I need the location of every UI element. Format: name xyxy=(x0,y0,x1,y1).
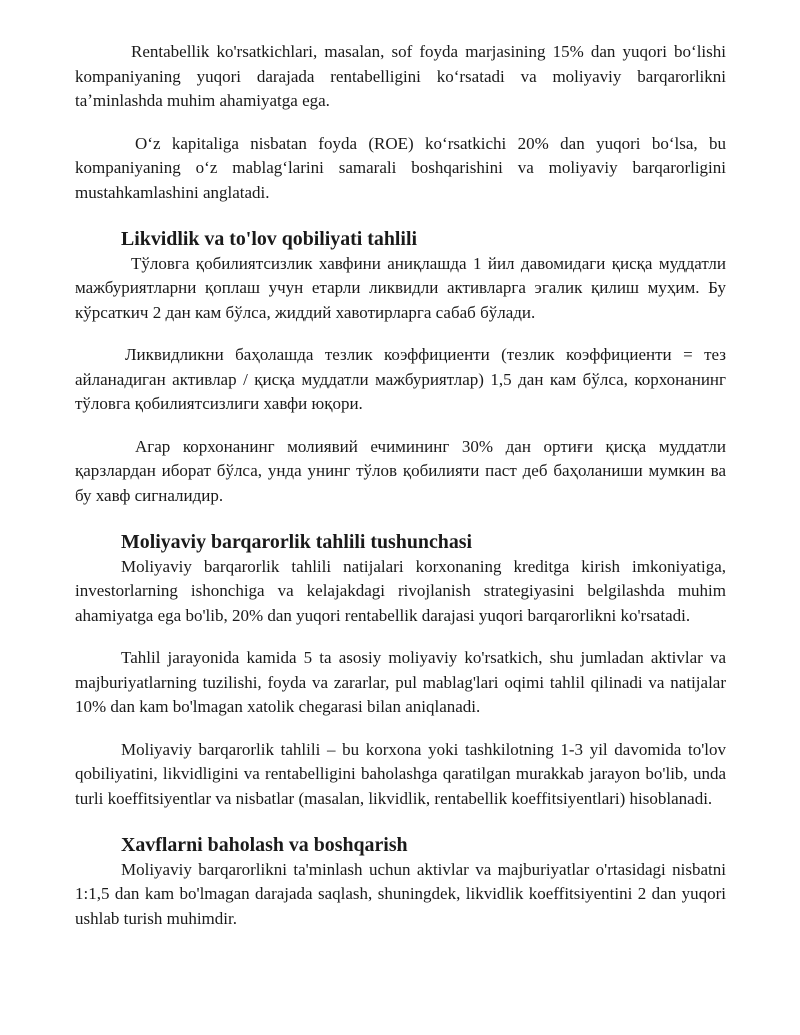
paragraph-short-term-debt: Агар корхонанинг молиявий ечимининг 30% дан ортиғи қисқа муддатли қарзлардан иборат бўлса, унда унинг тўлов қобилияти паст деб баҳоланиши мумкин ва бу хавф сигналидир. xyxy=(75,436,726,505)
paragraph-quick-ratio: Ликвидликни баҳолашда тезлик коэффициенти (тезлик коэффициенти = тез айланадиган активлар / қисқа муддатли мажбуриятлар) 1,5 дан кам бўлса, корхонанинг тўловга қобилиятсизлиги хавфи юқори. xyxy=(75,345,726,413)
paragraph-analysis-results: Moliyaviy barqarorlik tahlili natijalari korxonaning kreditga kirish imkoniyatiga, investorlarning ishonchiga va kelajakdagi rivojlanish strategiyasini belgilashda muhim ahamiyatga ega bo'lib, 20% dan yuqori rentabellik darajasi yuqori barqarorlikni ko'rsatadi. xyxy=(75,556,726,625)
paragraph-roe: Oʻz kapitaliga nisbatan foyda (ROE) koʻrsatkichi 20% dan yuqori boʻlsa, bu kompaniyaning oʻz mablagʻlarini samarali boshqarishini va moliyaviy barqarorligini mustahkamlashini anglatadi. xyxy=(75,133,726,202)
heading-risk-management: Xavflarni baholash va boshqarish xyxy=(121,834,408,856)
heading-stability-concept: Moliyaviy barqarorlik tahlili tushunchasi xyxy=(121,531,473,553)
paragraph-ratio-maintenance: Moliyaviy barqarorlikni ta'minlash uchun aktivlar va majburiyatlar o'rtasidagi nisbatni 1:1,5 dan kam bo'lmagan darajada saqlash, shuningdek, likvidlik koeffitsiyentini 2 dan yuqori ushlab turish muhimdir. xyxy=(75,859,726,928)
paragraph-analysis-process: Tahlil jarayonida kamida 5 ta asosiy moliyaviy ko'rsatkich, shu jumladan aktivlar va majburiyatlarning tuzilishi, foyda va zararlar, pul mablag'lari oqimi tahlil qilinadi va natijalar 10% dan kam bo'lmagan xatolik chegarasi bilan aniqlanadi. xyxy=(75,648,726,716)
heading-liquidity: Likvidlik va to'lov qobiliyati tahlili xyxy=(121,228,417,250)
paragraph-insolvency-risk: Тўловга қобилиятсизлик хавфини аниқлашда 1 йил давомидаги қисқа муддатли мажбуриятларни қоплаш учун етарли ликвидли активларга эгалик қилиш муҳим. Бу кўрсаткич 2 дан кам бўлса, жиддий хавотирларга сабаб бўлади. xyxy=(75,253,726,322)
paragraph-stability-definition: Moliyaviy barqarorlik tahlili – bu korxona yoki tashkilotning 1-3 yil davomida to'lov qobiliyatini, likvidligini va rentabelligini baholashga qaratilgan murakkab jarayon bo'lib, unda turli koeffitsiyentlar va nisbatlar (masalan, likvidlik, rentabellik koeffitsiyentlari) hisoblanadi. xyxy=(75,739,726,808)
paragraph-profitability-margin: Rentabellik ko'rsatkichlari, masalan, sof foyda marjasining 15% dan yuqori boʻlishi kompaniyaning yuqori darajada rentabelligini koʻrsatadi va moliyaviy barqarorlikni taʼminlashda muhim ahamiyatga ega. xyxy=(75,42,726,110)
